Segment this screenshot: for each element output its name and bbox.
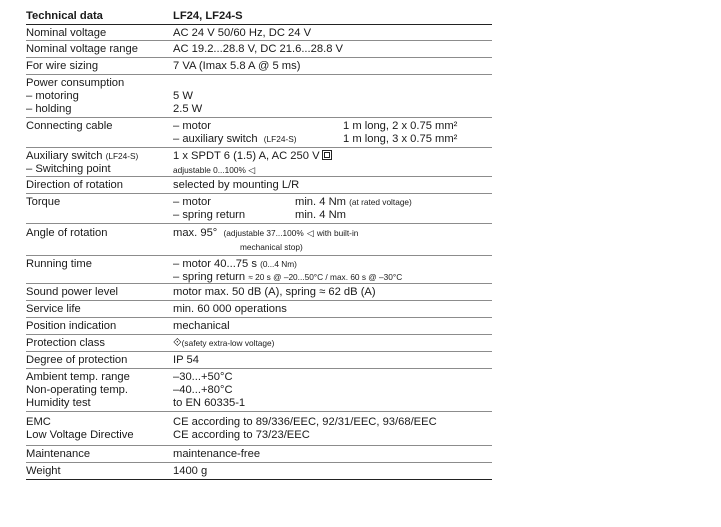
- header-label: Technical data: [26, 10, 103, 22]
- wire-sizing-label: For wire sizing: [26, 60, 99, 72]
- protection-degree-label: Degree of protection: [26, 354, 128, 366]
- position-value: mechanical: [173, 320, 230, 332]
- cable-aux-label: – auxiliary switch: [173, 133, 258, 145]
- maintenance-value: maintenance-free: [173, 448, 261, 460]
- nonop-value: –40...+80°C: [173, 384, 233, 396]
- ambient-value: –30...+50°C: [173, 371, 233, 383]
- cable-motor-label: – motor: [173, 120, 211, 132]
- ambient-row: [26, 369, 492, 412]
- connecting-cable-row: [26, 118, 492, 148]
- running-time-row: [26, 256, 492, 284]
- maintenance-row: [26, 446, 492, 463]
- nonop-label: Non-operating temp.: [26, 384, 128, 396]
- torque-label: Torque: [26, 196, 61, 208]
- weight-value: 1400 g: [173, 465, 208, 477]
- voltage-range-value: AC 19.2...28.8 V, DC 21.6...28.8 V: [173, 43, 343, 55]
- running-spring-note: ≈ 20 s @ –20...50°C / max. 60 s @ –30°C: [248, 272, 403, 282]
- power-motoring-label: – motoring: [26, 90, 79, 102]
- power-consumption-row: [26, 75, 492, 118]
- technical-data-table: [26, 7, 492, 480]
- switching-point-line: [173, 164, 255, 177]
- protection-class-value: (safety extra-low voltage): [181, 338, 275, 348]
- torque-motor-line: [295, 196, 412, 209]
- weight-label: Weight: [26, 465, 61, 477]
- cable-motor-value: 1 m long, 2 x 0.75 mm²: [343, 120, 458, 132]
- aux-switch-note: (LF24-S): [105, 151, 139, 161]
- torque-motor-value: min. 4 Nm: [295, 196, 346, 208]
- auxiliary-switch-row: [26, 148, 492, 177]
- switching-point-label: – Switching point: [26, 163, 111, 175]
- torque-motor-label: – motor: [173, 196, 211, 208]
- aux-switch-line: [26, 150, 138, 163]
- angle-note-c: mechanical stop): [240, 242, 303, 252]
- aux-switch-value: 1 x SPDT 6 (1.5) A, AC 250 V: [173, 150, 320, 162]
- aux-switch-label: Auxiliary switch: [26, 150, 103, 162]
- torque-row: [26, 194, 492, 224]
- protection-class-line: [173, 337, 274, 350]
- cable-aux-note: (LF24-S): [263, 134, 297, 144]
- aux-switch-value-line: [173, 150, 332, 163]
- position-row: [26, 318, 492, 335]
- torque-motor-note: (at rated voltage): [349, 197, 412, 207]
- running-motor-line: [173, 258, 297, 271]
- lvd-value: CE according to 73/23/EEC: [173, 429, 310, 441]
- angle-row: [26, 224, 492, 256]
- switching-point-value: adjustable 0...100%: [173, 165, 246, 175]
- angle-triangle-icon: ◁: [306, 228, 314, 238]
- direction-label: Direction of rotation: [26, 179, 124, 191]
- service-life-row: [26, 301, 492, 318]
- protection-class-row: [26, 335, 492, 352]
- voltage-range-label: Nominal voltage range: [26, 43, 138, 55]
- double-insulation-icon: [322, 150, 332, 160]
- weight-row: [26, 463, 492, 480]
- direction-row: [26, 177, 492, 194]
- protection-class-label: Protection class: [26, 337, 105, 349]
- adjust-triangle-icon: ◁: [248, 165, 256, 175]
- protection-degree-value: IP 54: [173, 354, 199, 366]
- power-motoring-value: 5 W: [173, 90, 193, 102]
- lvd-label: Low Voltage Directive: [26, 429, 134, 441]
- sound-value: motor max. 50 dB (A), spring ≈ 62 dB (A): [173, 286, 376, 298]
- nominal-voltage-row: [26, 25, 492, 41]
- protection-class-iii-icon: ⟐: [173, 337, 182, 349]
- torque-spring-label: – spring return: [173, 209, 246, 221]
- nominal-voltage-value: AC 24 V 50/60 Hz, DC 24 V: [173, 27, 312, 39]
- cable-aux-line: [173, 133, 297, 146]
- angle-value: max. 95°: [173, 227, 218, 239]
- nominal-voltage-range-row: [26, 41, 492, 58]
- running-spring-line: [173, 271, 402, 284]
- protection-degree-row: [26, 352, 492, 369]
- running-spring-value: – spring return: [173, 271, 246, 283]
- wire-sizing-value: 7 VA (Imax 5.8 A @ 5 ms): [173, 60, 301, 72]
- angle-note-a: (adjustable 37...100%: [223, 228, 304, 238]
- angle-label: Angle of rotation: [26, 227, 108, 239]
- power-holding-value: 2.5 W: [173, 103, 203, 115]
- running-label: Running time: [26, 258, 92, 270]
- nominal-voltage-label: Nominal voltage: [26, 27, 107, 39]
- torque-spring-value: min. 4 Nm: [295, 209, 346, 221]
- position-label: Position indication: [26, 320, 117, 332]
- sound-row: [26, 284, 492, 301]
- humidity-value: to EN 60335-1: [173, 397, 246, 409]
- emc-row: [26, 412, 492, 446]
- cable-aux-value: 1 m long, 3 x 0.75 mm²: [343, 133, 458, 145]
- direction-value: selected by mounting L/R: [173, 179, 300, 191]
- angle-line: [173, 227, 358, 240]
- maintenance-label: Maintenance: [26, 448, 91, 460]
- power-label: Power consumption: [26, 77, 125, 89]
- service-value: min. 60 000 operations: [173, 303, 287, 315]
- service-label: Service life: [26, 303, 81, 315]
- running-motor-value: – motor 40...75 s: [173, 258, 257, 270]
- power-holding-label: – holding: [26, 103, 72, 115]
- header-row: [26, 7, 492, 25]
- header-value: LF24, LF24-S: [173, 10, 243, 22]
- emc-value: CE according to 89/336/EEC, 92/31/EEC, 93/68/EEC: [173, 416, 437, 428]
- wire-sizing-row: [26, 58, 492, 75]
- running-motor-note: (0...4 Nm): [260, 259, 297, 269]
- angle-note-b: with built-in: [316, 228, 359, 238]
- humidity-label: Humidity test: [26, 397, 91, 409]
- cable-label: Connecting cable: [26, 120, 113, 132]
- emc-label: EMC: [26, 416, 51, 428]
- ambient-label: Ambient temp. range: [26, 371, 130, 383]
- sound-label: Sound power level: [26, 286, 119, 298]
